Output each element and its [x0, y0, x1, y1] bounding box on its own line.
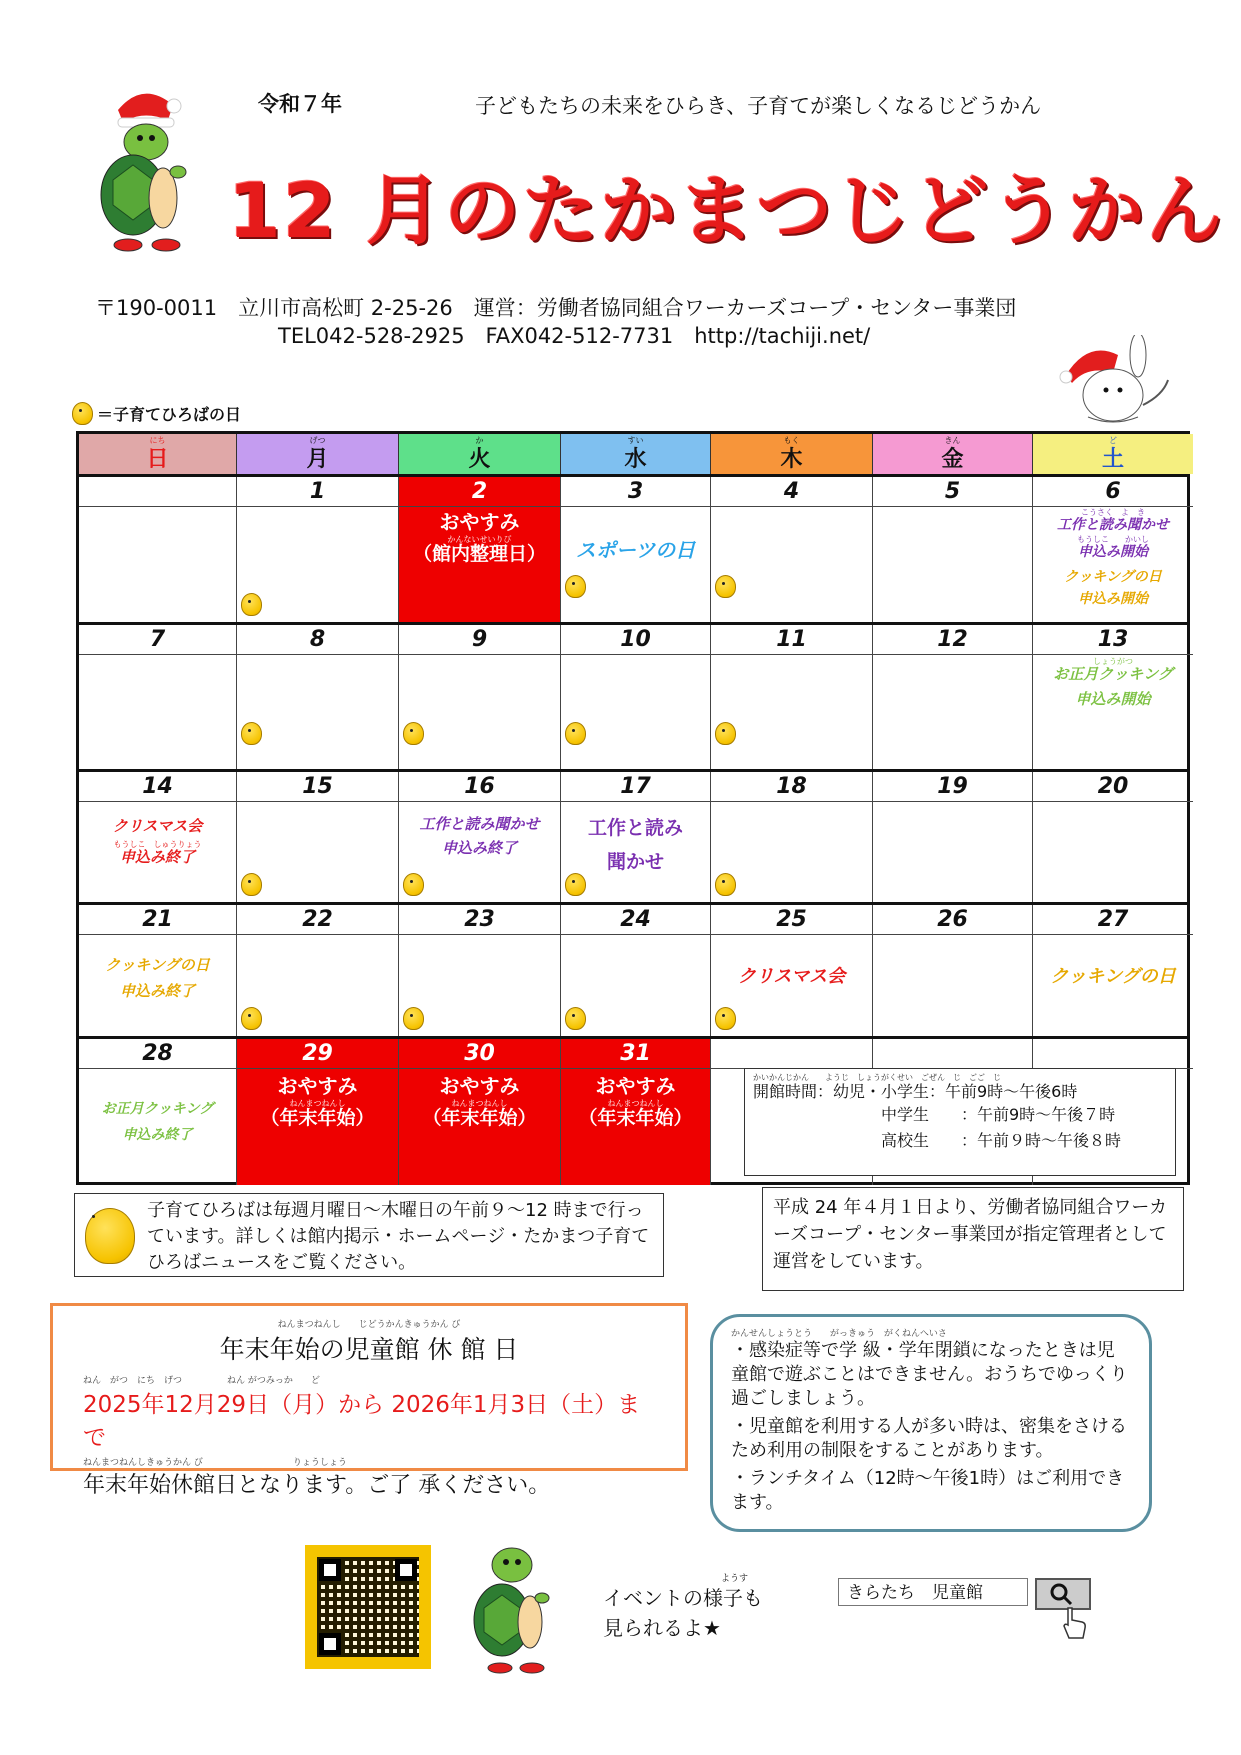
day-cell-19: 19 [873, 772, 1033, 902]
chick-icon [715, 722, 736, 745]
hours-line-2: 中学生 ：午前9時～午後７時 [881, 1105, 1116, 1124]
day-cell-28: 28 お正月クッキング 申込み終了 [79, 1039, 237, 1185]
event-christmas-party: クリスマス会 [112, 817, 203, 835]
day-cell-15: 15 [237, 772, 399, 902]
weekday-header [79, 434, 1187, 474]
event-christmas-party: クリスマス会 [737, 966, 846, 987]
turtle-mascot-top [88, 80, 208, 260]
rabbit-mascot [1058, 335, 1178, 435]
contact-info: TEL042-528-2925 FAX042-512-7731 http://tachiji.net/ [278, 324, 871, 348]
chick-icon [403, 722, 424, 745]
chick-icon [72, 402, 93, 425]
info-item-1: ・感染症等で学 級・学年閉鎖になったときは児童館で遊ぶことはできません。おうちでゆっくり過ごしましょう。 [731, 1340, 1128, 1409]
day-cell-14: 14 クリスマス会 もうしこ しゅうりょう 申込み終了 [79, 772, 237, 902]
event-new-year-cooking: お正月クッキング [101, 1101, 214, 1117]
chick-icon [715, 575, 736, 598]
event-craft-reading: こうさく よ き 工作と読み聞かせ [1057, 508, 1169, 533]
address: 〒190-0011 立川市高松町 2-25-26 運営：労働者協同組合ワーカーズコープ・センター事業団 [95, 296, 1017, 320]
day-cell-1: 1 [237, 477, 399, 622]
magnifier-icon [1037, 1580, 1089, 1608]
qr-code[interactable] [305, 1545, 431, 1669]
weekday-tue: か 火 [399, 434, 561, 474]
week-1 [79, 474, 1187, 622]
event-craft-reading: 工作と読み [587, 817, 683, 839]
day-cell-24: 24 [561, 905, 711, 1036]
day-cell-17: 17 工作と読み 聞かせ [561, 772, 711, 902]
chick-icon [715, 873, 736, 896]
chick-icon [241, 873, 262, 896]
info-item-2: ・児童館を利用する人が多い時は、密集をさけるため利用の制限をすることがあります。 [731, 1416, 1127, 1461]
day-cell-8: 8 [237, 625, 399, 769]
chick-icon [241, 1007, 262, 1030]
closed-label: おやすみ [439, 510, 520, 534]
day-cell-18: 18 [711, 772, 873, 902]
page-title: 12 月のたかまつじどうかん [228, 166, 1225, 255]
chick-icon [565, 1007, 586, 1030]
closed-label: おやすみ [439, 1074, 520, 1098]
day-cell-2: 2 おやすみ かんないせいりび （館内整理日） [399, 477, 561, 622]
day-cell-11: 11 [711, 625, 873, 769]
day-cell-13: 13 しょうがつ お正月クッキング 申込み開始 [1033, 625, 1193, 769]
turtle-mascot-bottom [462, 1540, 562, 1680]
event-craft-reading: 工作と読み聞かせ [419, 815, 540, 833]
event-sports-day: スポーツの日 [575, 538, 696, 562]
info-box: かんせんしょうとう がっきゅう がくねんへいさ ・感染症等で学 級・学年閉鎖になったときは児童館で遊ぶことはできません。おうちでゆっくり過ごしましょう。 ・児童館を利用する人が多い時は、密集をさけるため利用の制限をすることがあります。 ・ランチタイム（12時～午後1時）はご利用できます。 [710, 1314, 1152, 1532]
event-apply-end: 申込み終了 [119, 982, 195, 1000]
hiroba-note-text: 子育てひろばは毎週月曜日～木曜日の午前９～12 時まで行っています。詳しくは館内掲示・ホームページ・たかまつ子育てひろばニュースをご覧ください。 [147, 1200, 650, 1273]
legend [72, 402, 241, 425]
chick-icon [403, 873, 424, 896]
day-cell-23: 23 [399, 905, 561, 1036]
event-new-year-cooking: しょうがつ お正月クッキング [1053, 657, 1173, 683]
closed-reason: ねんまつねんし （年末年始） [422, 1099, 537, 1129]
weekday-wed: すい 水 [561, 434, 711, 474]
closed-reason: ねんまつねんし （年末年始） [578, 1099, 693, 1129]
holiday-dates: ねん がつ にち げつ ねん がつみっか ど 2025年12月29日（月）から 2026年1月3日（土）まで [83, 1376, 641, 1451]
management-note: 平成 24 年４月１日より、労働者協同組合ワーカーズコープ・センター事業団が指定管理者として運営をしています。 [762, 1187, 1184, 1291]
opening-hours: かいかんじかん ようじ しょうがくせい ごぜん じ ごご じ 開館時間：幼児・小学生：午前9時～午後6時 中学生 ：午前9時～午後７時 高校生 ：午前９時～午後８時 [744, 1068, 1176, 1176]
event-apply-start: 申込み開始 [1075, 690, 1151, 708]
day-cell-27: 27 クッキングの日 [1033, 905, 1193, 1036]
day-cell-21: 21 クッキングの日 申込み終了 [79, 905, 237, 1036]
day-cell-31: 31 おやすみ ねんまつねんし （年末年始） [561, 1039, 711, 1185]
closed-reason: ねんまつねんし （年末年始） [260, 1099, 375, 1129]
day-cell-empty [79, 477, 237, 622]
event-craft-reading-2: 聞かせ [606, 851, 664, 873]
info-item-3: ・ランチタイム（12時～午後1時）はご利用できます。 [731, 1468, 1125, 1513]
closed-reason: かんないせいりび （館内整理日） [412, 535, 546, 565]
day-cell-22: 22 [237, 905, 399, 1036]
day-cell-26: 26 [873, 905, 1033, 1036]
day-cell-25: 25 クリスマス会 [711, 905, 873, 1036]
chick-icon [715, 1007, 736, 1030]
week-4 [79, 902, 1187, 1036]
holiday-title: ねんまつねんし じどうかんきゅうかん び 年末年始の児童館 休 館 日 [219, 1320, 519, 1364]
closed-label: おやすみ [277, 1074, 358, 1098]
chick-icon [241, 593, 262, 616]
event-cooking-day: クッキングの日 [105, 956, 210, 974]
chick-icon [241, 722, 262, 745]
closed-label: おやすみ [595, 1074, 676, 1098]
weekday-sat: ど 土 [1033, 434, 1193, 474]
day-cell-12: 12 [873, 625, 1033, 769]
day-cell-3: 3 スポーツの日 [561, 477, 711, 622]
hand-cursor-icon [1060, 1606, 1090, 1640]
event-cooking-day: クッキングの日 [1050, 966, 1176, 987]
event-apply-end: もうしこ しゅうりょう 申込み終了 [113, 840, 202, 866]
day-cell-6: 6 こうさく よ き 工作と読み聞かせ もうしこ かいし 申込み開始 クッキングの日 申込み開始 [1033, 477, 1193, 622]
day-cell-29: 29 おやすみ ねんまつねんし （年末年始） [237, 1039, 399, 1185]
day-cell-9: 9 [399, 625, 561, 769]
day-cell-7: 7 [79, 625, 237, 769]
week-3 [79, 769, 1187, 902]
event-apply-end: 申込み終了 [122, 1127, 193, 1143]
chick-icon [565, 873, 586, 896]
hiroba-note [74, 1193, 664, 1277]
event-apply-end: 申込み終了 [441, 839, 517, 857]
day-cell-16: 16 工作と読み聞かせ 申込み終了 [399, 772, 561, 902]
holiday-text: ねんまつねんしきゅうかん び りょうしょう 年末年始休館日となります。ご了 承ください。 [83, 1458, 551, 1498]
day-cell-30: 30 おやすみ ねんまつねんし （年末年始） [399, 1039, 561, 1185]
hours-line-1: 開館時間：幼児・小学生：午前9時～午後6時 [753, 1082, 1078, 1101]
day-cell-10: 10 [561, 625, 711, 769]
search-input[interactable]: きらたち 児童館 [838, 1578, 1028, 1606]
day-cell-20: 20 [1033, 772, 1193, 902]
holiday-notice [50, 1303, 688, 1498]
hours-line-3: 高校生 ：午前９時～午後８時 [881, 1131, 1122, 1150]
event-cooking-day: クッキングの日 [1064, 569, 1162, 585]
event-apply-start: もうしこ かいし 申込み開始 [1077, 535, 1149, 560]
chick-icon [85, 1208, 135, 1264]
chick-icon [403, 1007, 424, 1030]
chick-icon [565, 575, 586, 598]
day-cell-4: 4 [711, 477, 873, 622]
slogan: 子どもたちの未来をひらき、子育てが楽しくなるじどうかん [475, 94, 1042, 118]
weekday-fri: きん 金 [873, 434, 1033, 474]
see-events-text: ようす イベントの様子も 見られるよ★ [603, 1574, 763, 1640]
day-cell-5: 5 [873, 477, 1033, 622]
weekday-mon: げつ 月 [237, 434, 399, 474]
weekday-sun: にち 日 [79, 434, 237, 474]
weekday-thu: もく 木 [711, 434, 873, 474]
legend-text: ＝子育てひろばの日 [97, 405, 242, 424]
week-2 [79, 622, 1187, 769]
chick-icon [565, 722, 586, 745]
era-label: 令和７年 [258, 92, 342, 116]
event-apply-start: 申込み開始 [1078, 591, 1148, 607]
